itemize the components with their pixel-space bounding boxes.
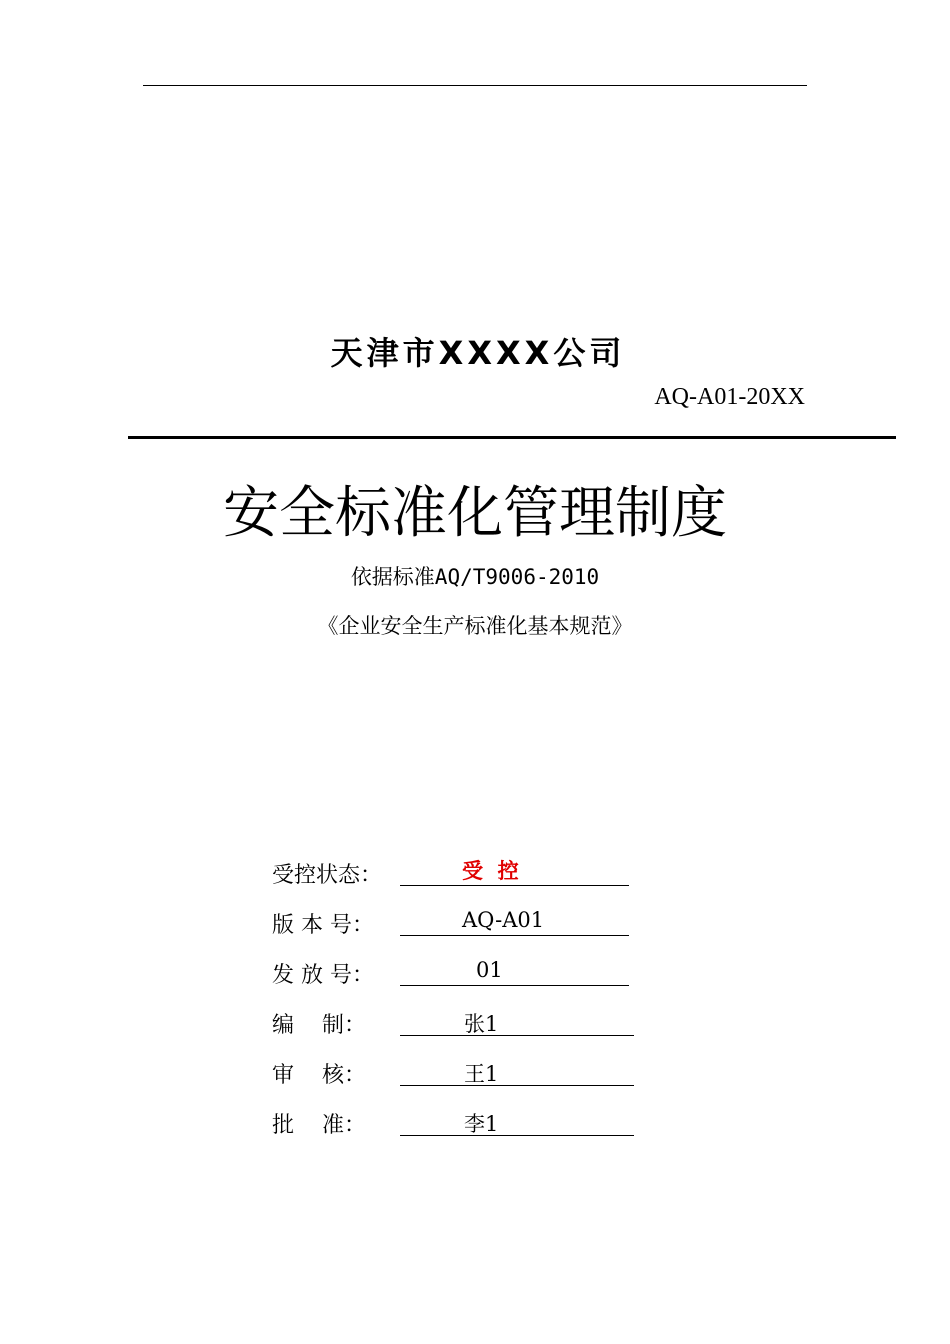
top-rule [143,85,807,86]
control-status-label: 受控状态： [272,863,383,888]
title-divider [128,436,896,439]
reviewed-label: 审 核： [272,1063,366,1088]
document-number: AQ-A01-20XX [654,384,805,410]
compiled-value: 张1 [464,1012,499,1036]
approved-value: 李1 [464,1112,499,1136]
version-label: 版 本 号： [272,913,374,938]
approved-field [400,1104,634,1136]
issue-number-field [400,954,629,986]
company-name: 天津市XXXX公司 [330,334,626,372]
control-status-field [400,854,629,886]
compiled-label: 编 制： [272,1013,366,1038]
approved-label: 批 准： [272,1113,366,1138]
standard-name: 《企业安全生产标准化基本规范》 [317,614,633,638]
control-status-value: 受 控 [462,858,519,883]
basis-standard: 依据标准AQ/T9006-2010 [350,565,600,589]
issue-number-label: 发 放 号： [272,963,374,988]
reviewed-value: 王1 [464,1062,499,1086]
version-value: AQ-A01 [462,908,545,932]
compiled-field [400,1004,634,1036]
reviewed-field [400,1054,634,1086]
version-field [400,904,629,936]
issue-number-value: 01 [476,958,503,982]
document-title: 安全标准化管理制度 [223,481,727,546]
